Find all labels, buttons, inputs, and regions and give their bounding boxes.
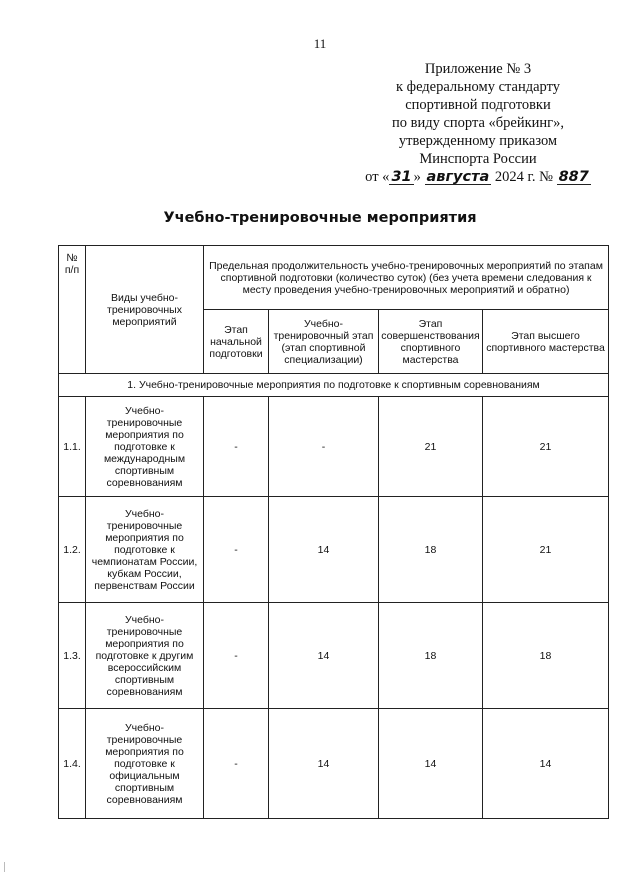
cell-improvement: 18 [379, 603, 483, 709]
table-row [59, 497, 609, 603]
appendix-block [358, 60, 598, 186]
cell-improvement: 14 [379, 709, 483, 819]
order-number-handwritten: 887 [558, 169, 589, 185]
appendix-line: по виду спорта «брейкинг», [391, 115, 565, 131]
row-number: 1.3. [59, 603, 86, 709]
row-event-name: Учебно-тренировочные мероприятия по подготовке к чемпионатам России, кубкам России, первенствам России [86, 497, 204, 603]
table-row [59, 397, 609, 497]
cell-initial: - [204, 709, 269, 819]
row-event-name: Учебно-тренировочные мероприятия по подготовке к другим всероссийским спортивным соревнованиям [86, 603, 204, 709]
cell-highest: 21 [483, 397, 609, 497]
scan-mark [4, 862, 5, 872]
order-line [358, 168, 598, 186]
cell-highest: 21 [483, 497, 609, 603]
section-heading: 1. Учебно-тренировочные мероприятия по подготовке к спортивным соревнованиям [59, 374, 609, 397]
row-number: 1.4. [59, 709, 86, 819]
order-day-handwritten: 31 [391, 169, 412, 185]
row-event-name: Учебно-тренировочные мероприятия по подготовке к международным спортивным соревнованиям [86, 397, 204, 497]
cell-initial: - [204, 603, 269, 709]
order-month-handwritten: августа [426, 169, 490, 185]
header-duration: Предельная продолжительность учебно-тренировочных мероприятий по этапам спортивной подготовки (количество суток) (без учета времени следования к месту проведения учебно-тренировочных мероприятий и обратно) [204, 246, 609, 310]
cell-training: 14 [269, 497, 379, 603]
table-row [59, 709, 609, 819]
order-prefix: от « [365, 169, 390, 185]
cell-highest: 18 [483, 603, 609, 709]
row-event-name: Учебно-тренировочные мероприятия по подготовке к официальным спортивным соревнованиям [86, 709, 204, 819]
cell-improvement: 21 [379, 397, 483, 497]
document-title: Учебно-тренировочные мероприятия [163, 210, 477, 226]
appendix-line: утвержденному приказом [398, 133, 558, 149]
appendix-line: Приложение № 3 [424, 61, 532, 77]
cell-training: 14 [269, 709, 379, 819]
appendix-line: Минспорта России [419, 151, 537, 167]
appendix-line: спортивной подготовки [405, 97, 551, 113]
cell-improvement: 18 [379, 497, 483, 603]
cell-highest: 14 [483, 709, 609, 819]
training-events-table [58, 245, 609, 819]
header-stage-initial: Этап начальной подготовки [204, 310, 269, 374]
header-stage-highest: Этап высшего спортивного мастерства [483, 310, 609, 374]
appendix-line: к федеральному стандарту [396, 79, 560, 95]
cell-training: - [269, 397, 379, 497]
order-year: 2024 г. № [491, 169, 557, 185]
order-mid: » [413, 169, 425, 185]
cell-initial: - [204, 497, 269, 603]
table-row [59, 603, 609, 709]
page-number: 11 [313, 36, 327, 51]
row-number: 1.1. [59, 397, 86, 497]
header-num: № п/п [59, 246, 86, 374]
header-stage-training: Учебно-тренировочный этап (этап спортивной специализации) [269, 310, 379, 374]
header-event-kind: Виды учебно-тренировочных мероприятий [86, 246, 204, 374]
header-stage-improvement: Этап совершенствования спортивного мастерства [379, 310, 483, 374]
row-number: 1.2. [59, 497, 86, 603]
cell-training: 14 [269, 603, 379, 709]
cell-initial: - [204, 397, 269, 497]
